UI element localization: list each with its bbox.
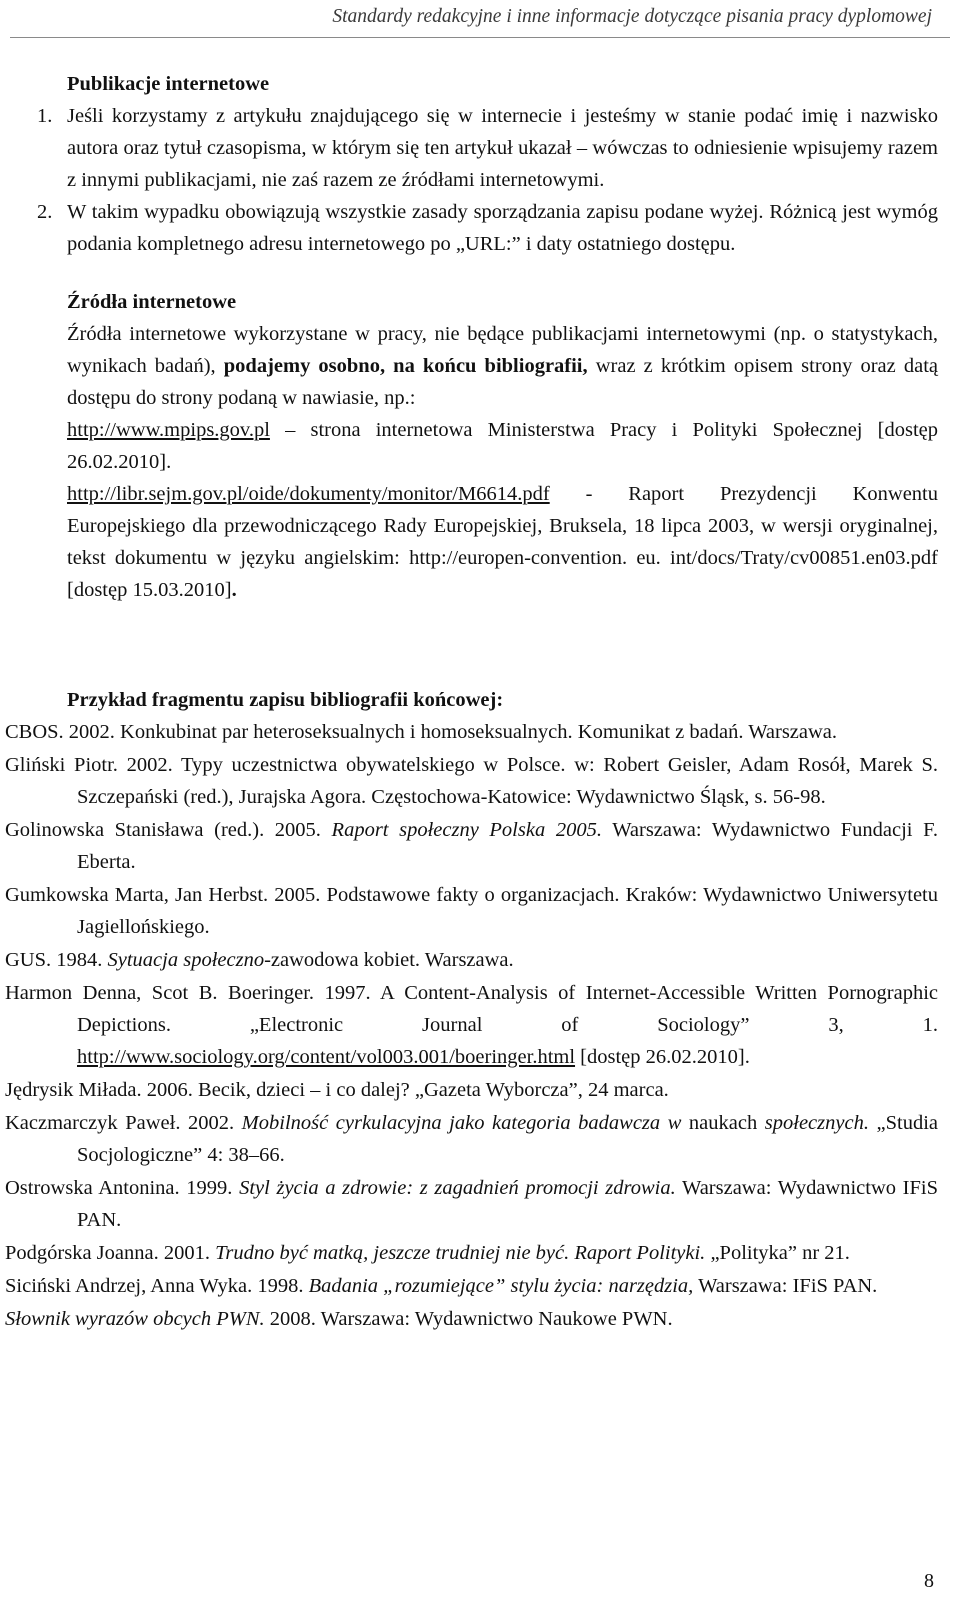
bibliography-entry: Golinowska Stanisława (red.). 2005. Raport społeczny Polska 2005. Warszawa: Wydawnictwo Fundacji F. Eberta. <box>5 819 938 873</box>
item-text: Jeśli korzystamy z artykułu znajdującego się w internecie i jesteśmy w stanie podać imię i nazwisko autora oraz tytuł czasopisma, w którym się ten artykuł ukazał – wówczas to odniesienie wpisujemy razem z innymi publikacjami, nie zaś razem ze źródłami internetowymi. <box>67 105 938 191</box>
document-body <box>5 68 938 1336</box>
source-link[interactable]: http://libr.sejm.gov.pl/oide/dokumenty/monitor/M6614.pdf <box>67 483 550 505</box>
bibliography-entry: Słownik wyrazów obcych PWN. 2008. Warszawa: Wydawnictwo Naukowe PWN. <box>5 1308 673 1330</box>
bibliography-link[interactable]: http://www.sociology.org/content/vol003.001/boeringer.html <box>77 1046 576 1068</box>
item-number: 1. <box>37 105 53 127</box>
emphasis: podajemy osobno, na końcu bibliografii, <box>223 355 588 377</box>
header-divider <box>10 37 950 38</box>
source-example: http://www.mpips.gov.pl – strona internetowa Ministerstwa Pracy i Polityki Społecznej [dostęp 26.02.2010]. <box>67 419 938 473</box>
bibliography-entry: GUS. 1984. Sytuacja społeczno-zawodowa kobiet. Warszawa. <box>5 949 514 971</box>
bibliography-list <box>5 716 938 1335</box>
bibliography-entry: Ostrowska Antonina. 1999. Styl życia a zdrowie: z zagadnień promocji zdrowia. Warszawa: Wydawnictwo IFiS PAN. <box>5 1177 938 1231</box>
bibliography-entry: Harmon Denna, Scot B. Boeringer. 1997. A Content-Analysis of Internet-Accessible Written Pornographic Depictions. „Electronic Journal of Sociology” 3, 1. http://www.sociology.org/content/vol003.001/boeringer.html [dostęp 26.02.2010]. <box>5 982 938 1068</box>
bibliography-entry: CBOS. 2002. Konkubinat par heteroseksualnych i homoseksualnych. Komunikat z badań. Warszawa. <box>5 721 838 743</box>
bibliography-entry: Jędrysik Miłada. 2006. Becik, dzieci – i co dalej? „Gazeta Wyborcza”, 24 marca. <box>5 1079 669 1101</box>
internet-sources-paragraph: Źródła internetowe wykorzystane w pracy, nie będące publikacjami internetowymi (np. o statystykach, wynikach badań), podajemy osobno, na końcu bibliografii, wraz z krótkim opisem strony oraz datą dostępu do strony podaną w nawiasie, np.: <box>67 323 938 409</box>
bibliography-entry: Gumkowska Marta, Jan Herbst. 2005. Podstawowe fakty o organizacjach. Kraków: Wydawnictwo Uniwersytetu Jagiellońskiego. <box>5 884 938 938</box>
numbered-item <box>5 100 938 196</box>
source-example: http://libr.sejm.gov.pl/oide/dokumenty/monitor/M6614.pdf - Raport Prezydencji Konwentu Europejskiego dla przewodniczącego Rady Europejskiej, Bruksela, 18 lipca 2003, w wersji oryginalnej, tekst dokumentu w języku angielskim: http://europen-convention. eu. int/docs/Traty/cv00851.en03.pdf [dostęp 15.03.2010]. <box>67 483 938 601</box>
bibliography-entry: Gliński Piotr. 2002. Typy uczestnictwa obywatelskiego w Polsce. w: Robert Geisler, Adam Rosół, Marek S. Szczepański (red.), Jurajska Agora. Częstochowa-Katowice: Wydawnictwo Śląsk, s. 56-98. <box>5 754 938 808</box>
item-text: W takim wypadku obowiązują wszystkie zasady sporządzania zapisu podane wyżej. Różnicą jest wymóg podania kompletnego adresu internetowego po „URL:” i daty ostatniego dostępu. <box>67 201 938 255</box>
bibliography-entry: Podgórska Joanna. 2001. Trudno być matką, jeszcze trudniej nie być. Raport Polityki. „Polityka” nr 21. <box>5 1242 850 1264</box>
numbered-item <box>5 196 938 260</box>
running-header: Standardy redakcyjne i inne informacje dotyczące pisania pracy dyplomowej <box>332 6 932 27</box>
source-link[interactable]: http://www.mpips.gov.pl <box>67 419 270 441</box>
item-number: 2. <box>37 201 53 223</box>
section-title-bibliography: Przykład fragmentu zapisu bibliografii końcowej: <box>67 689 504 711</box>
section-title-internet-publications: Publikacje internetowe <box>67 73 270 95</box>
bibliography-entry: Kaczmarczyk Paweł. 2002. Mobilność cyrkulacyjna jako kategoria badawcza w naukach społecznych. „Studia Socjologiczne” 4: 38–66. <box>5 1112 938 1166</box>
section-title-internet-sources: Źródła internetowe <box>67 291 237 313</box>
bibliography-entry: Siciński Andrzej, Anna Wyka. 1998. Badania „rozumiejące” stylu życia: narzędzia, Warszawa: IFiS PAN. <box>5 1275 878 1297</box>
page-number: 8 <box>924 1570 934 1592</box>
